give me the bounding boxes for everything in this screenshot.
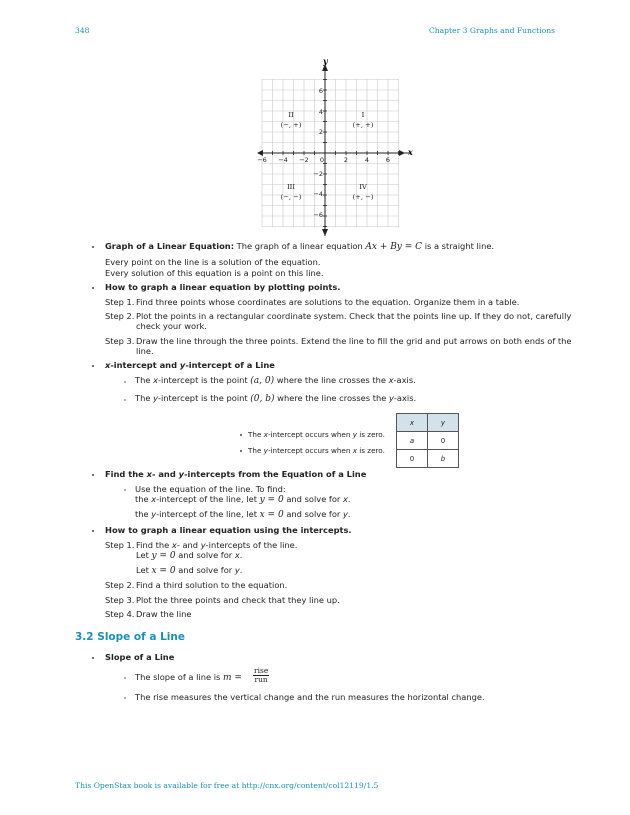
b3-s2-pre: The [135, 393, 151, 403]
b3-note1-var: x [263, 430, 268, 439]
table-row [397, 432, 459, 450]
sub-bullet-icon [124, 489, 126, 491]
b1-line3: Every solution of this equation is a point on this line. [105, 268, 324, 278]
b3-title-end: -intercept of a Line [185, 360, 275, 370]
running-header: Chapter 3 Graphs and Functions [428, 26, 555, 35]
b3-s1-point: (a, 0) [250, 376, 275, 386]
b3-sub1 [135, 375, 416, 386]
table-cell: a [397, 432, 428, 450]
b3-title-y: y [179, 360, 186, 370]
x-tick-label: −6 [257, 156, 267, 164]
b5-step1-label: Step 1. [105, 540, 135, 550]
b5-step1-line3: Let x = 0 and solve for y. [136, 565, 243, 576]
b5-step3-label: Step 3. [105, 595, 135, 605]
b3-s1-axis: x [388, 375, 394, 385]
table-cell: 0 [397, 450, 428, 468]
sub-bullet-icon [124, 399, 126, 401]
b3-s2-end: -axis. [393, 393, 417, 403]
b3-s1-pre: The [135, 375, 151, 385]
b3-s1-mid: -intercept is the point [158, 375, 248, 385]
bullet-icon [240, 450, 242, 452]
b1-text-post: is a straight line. [424, 241, 495, 251]
b3-s2-axis: y [389, 393, 394, 403]
b2-step1-text: Find three points whose coordinates are solutions to the equation. Organize them in a table. [136, 297, 520, 307]
b3-s2-var: y [153, 393, 158, 403]
b2-step3-text-cont: line. [136, 346, 154, 356]
y-tick-label: 2 [318, 128, 323, 136]
bullet-icon [92, 246, 94, 248]
b1-title: Graph of a Linear Equation: [105, 241, 235, 251]
y-tick-label: −4 [313, 190, 323, 198]
b2-step3-text: Draw the line through the three points. Extend the line to fill the grid and put arrows on both ends of the [136, 336, 572, 346]
b5-step1-text [136, 540, 297, 550]
bullet-icon [240, 434, 242, 436]
b5-s1-l2eq: y = 0 [151, 551, 176, 561]
b4-l3-c: and solve for [286, 509, 341, 519]
b1-line2: Every point on the line is a solution of the equation. [105, 257, 321, 267]
b5-s1-a: Find the [136, 540, 170, 550]
quadrant-label: III [286, 183, 296, 191]
b3-note2-var: y [263, 446, 268, 455]
b3-note2-c: x [352, 446, 357, 455]
b3-title-x: x [105, 360, 111, 370]
b5-s1-l3a: Let [136, 565, 149, 575]
x-tick-label: 0 [319, 156, 325, 164]
b3-note1 [248, 430, 385, 439]
b3-note1-b: -intercept occurs when [267, 430, 351, 439]
sub-bullet-icon [124, 381, 126, 383]
slope-fraction [253, 667, 269, 684]
quadrant-label: I [361, 111, 365, 119]
x-axis-label: x [408, 147, 413, 157]
b2-step1-label: Step 1. [105, 297, 135, 307]
b5-s1-x: x [171, 540, 177, 550]
b3-note1-d: is zero. [359, 430, 385, 439]
b3-note2-a: The [248, 446, 262, 455]
b4-title-b: - and [152, 469, 176, 479]
b6-slope-line [135, 672, 242, 683]
b5-step1-line2: Let y = 0 and solve for x. [136, 550, 243, 561]
sub-bullet-icon [124, 697, 126, 699]
quadrant-sign: (+, −) [352, 193, 374, 201]
bullet-icon [92, 287, 94, 289]
b1-line1 [105, 241, 494, 252]
b4-line1: Use the equation of the line. To find: [135, 484, 286, 494]
b5-step2-label: Step 2. [105, 580, 135, 590]
sub-bullet-icon [124, 677, 126, 679]
b3-note2 [248, 446, 385, 455]
table-header-row [397, 414, 459, 432]
b3-s2-post: where the line crosses the [277, 393, 387, 403]
y-axis-label: y [323, 56, 328, 66]
b4-l2-b: -intercept of the line, let [156, 494, 257, 504]
b3-note1-a: The [248, 430, 262, 439]
b4-l2-c: and solve for [286, 494, 341, 504]
b2-title: How to graph a linear equation by plotting points. [105, 282, 341, 292]
bullet-icon [92, 657, 94, 659]
b4-l3-a: the [135, 509, 149, 519]
bullet-icon [92, 474, 94, 476]
y-tick-label: 4 [318, 108, 323, 116]
x-tick-label: 2 [343, 156, 349, 164]
b5-s1-l2a: Let [136, 550, 149, 560]
x-axis-arrow-right-icon [399, 150, 405, 156]
b4-line2: the x-intercept of the line, let y = 0 and solve for x. [135, 494, 351, 505]
b4-l2-d: x [342, 494, 348, 504]
b5-s1-l3c: y [234, 565, 240, 575]
b5-s1-l3eq: x = 0 [151, 566, 176, 576]
b4-l3-var: y [151, 509, 157, 519]
table-cell: 0 [428, 432, 459, 450]
b4-title-x: x [146, 469, 152, 479]
b5-step4-text: Draw the line [136, 609, 192, 619]
table-cell: b [428, 450, 459, 468]
table-row [397, 450, 459, 468]
section-title: 3.2 Slope of a Line [75, 631, 185, 643]
b1-equation: Ax + By = C [365, 242, 423, 252]
b3-s1-post: where the line crosses the [276, 375, 386, 385]
b5-s1-l2b: and solve for [178, 550, 233, 560]
b4-l3-b: -intercept of the line, let [156, 509, 257, 519]
b2-step3-label: Step 3. [105, 336, 135, 346]
footer-text: This OpenStax book is available for free at http://cnx.org/content/col12119/1.5 [75, 781, 379, 790]
b6-slope-m: m = [223, 673, 242, 683]
b5-s1-l2c: x [234, 550, 240, 560]
b5-s1-y: y [200, 540, 206, 550]
b3-s2-point: (0, b) [250, 394, 275, 404]
b4-l2-a: the [135, 494, 149, 504]
table-header-cell: y [428, 414, 459, 432]
b3-title [105, 360, 275, 370]
x-tick-label: 4 [364, 156, 370, 164]
quadrant-sign: (−, −) [280, 193, 302, 201]
b5-step3-text: Plot the three points and check that they line up. [136, 595, 340, 605]
y-tick-label: −2 [313, 170, 323, 178]
b6-title: Slope of a Line [105, 652, 175, 662]
b4-l3-eq: x = 0 [259, 510, 284, 520]
x-tick-label: 6 [385, 156, 391, 164]
coordinate-plane-figure [255, 56, 413, 238]
page-number: 348 [75, 26, 90, 35]
b4-title-c: -intercepts from the Equation of a Line [184, 469, 367, 479]
b1-text-pre: The graph of a linear equation [236, 241, 363, 251]
y-tick-label: 6 [318, 87, 323, 95]
quadrant-label: IV [359, 183, 367, 191]
table-header-cell: x [397, 414, 428, 432]
y-axis-arrow-down-icon [322, 229, 328, 236]
b3-sub2 [135, 393, 416, 404]
b4-l2-eq: y = 0 [259, 495, 284, 505]
bullet-icon [92, 530, 94, 532]
intercepts-table [396, 413, 459, 468]
b2-step2-label: Step 2. [105, 311, 135, 321]
b6-rise-run: The rise measures the vertical change and the run measures the horizontal change. [135, 692, 485, 702]
b3-title-mid: -intercept and [110, 360, 178, 370]
b5-s1-l3b: and solve for [178, 565, 233, 575]
quadrant-label: II [288, 111, 294, 119]
b4-l2-var: x [151, 494, 157, 504]
b4-l3-d: y [342, 509, 348, 519]
b5-step2-text: Find a third solution to the equation. [136, 580, 288, 590]
x-tick-label: −2 [299, 156, 309, 164]
b3-s1-end: -axis. [393, 375, 416, 385]
b5-s1-c: -intercepts of the line. [205, 540, 298, 550]
quadrant-sign: (−, +) [280, 121, 302, 129]
b5-s1-b: - and [176, 540, 199, 550]
bullet-icon [92, 365, 94, 367]
b4-title-y: y [178, 469, 185, 479]
b5-step4-label: Step 4. [105, 609, 135, 619]
b2-step2-text: Plot the points in a rectangular coordinate system. Check that the points line up. If they do not, carefully [136, 311, 572, 321]
b3-s2-mid: -intercept is the point [158, 393, 248, 403]
fraction-denominator: run [254, 675, 268, 684]
b2-step2-text-cont: check your work. [136, 321, 207, 331]
b3-s1-var: x [153, 375, 158, 385]
b3-note2-d: is zero. [359, 446, 385, 455]
b4-line3: the y-intercept of the line, let x = 0 and solve for y. [135, 509, 351, 520]
y-tick-label: −6 [313, 211, 323, 219]
b3-note2-b: -intercept occurs when [267, 446, 351, 455]
x-tick-label: −4 [278, 156, 288, 164]
b5-title: How to graph a linear equation using the intercepts. [105, 525, 352, 535]
b6-s1-pre: The slope of a line is [135, 672, 221, 682]
b3-note1-c: y [352, 430, 357, 439]
b4-title [105, 469, 366, 479]
quadrant-sign: (+, +) [352, 121, 374, 129]
fraction-numerator: rise [254, 666, 269, 675]
b4-title-a: Find the [105, 469, 144, 479]
